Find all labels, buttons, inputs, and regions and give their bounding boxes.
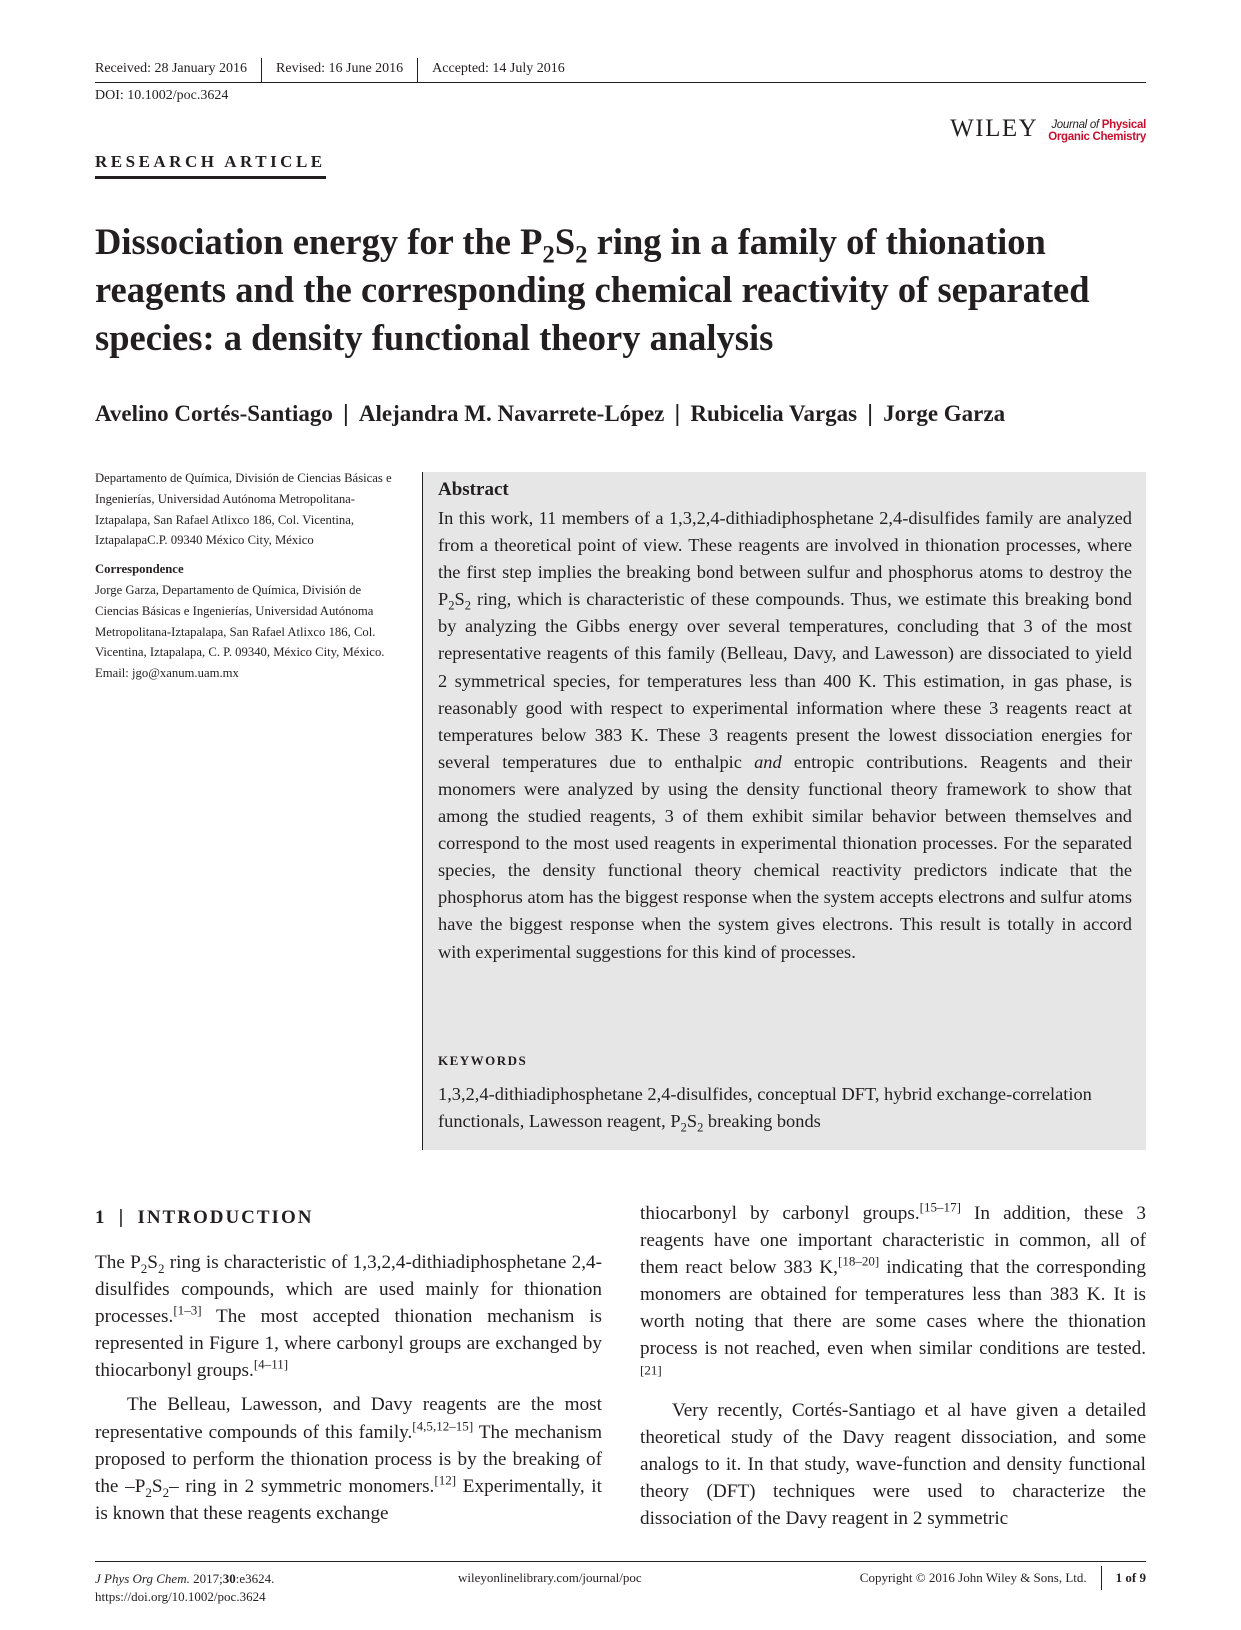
footer-divider [95, 1561, 1146, 1562]
paper-title [95, 218, 1155, 362]
text-run: The most accepted thionation mechanism is represented in Figure 1, where carbonyl groups are exchanged by thiocarbonyl groups. [95, 1306, 602, 1382]
paragraph [640, 1397, 1146, 1532]
received-date: Received: 28 January 2016 [95, 58, 262, 82]
citation-article: :e3624. [235, 1571, 275, 1586]
section-separator: | [118, 1207, 126, 1228]
text-run: Very recently, Cortés-Santiago et al have given a detailed theoretical study of the Davy reagent dissociation, and some analogs to it. In that study, wave-function and density functional theory (DFT) techniques were used to characterize the dissociation of the Davy reagent in 2 symmetric [640, 1399, 1146, 1530]
author-separator: | [867, 400, 874, 426]
body-column-left [95, 1249, 602, 1527]
journal-logo-text: Organic Chemistry [1048, 131, 1146, 143]
correspondence [95, 559, 400, 684]
journal-website-link[interactable]: wileyonlinelibrary.com/journal/poc [458, 1570, 642, 1585]
citation-ref[interactable]: [21] [640, 1362, 662, 1378]
subscript: 2 [697, 1120, 704, 1135]
footer-citation [95, 1570, 274, 1606]
citation-ref[interactable]: [12] [434, 1472, 457, 1488]
copyright: Copyright © 2016 John Wiley & Sons, Ltd. [860, 1566, 1102, 1590]
section-number: 1 [95, 1207, 107, 1228]
text-run: The P [95, 1252, 141, 1273]
subscript: 2 [162, 1484, 170, 1500]
subscript: 2 [157, 1260, 165, 1276]
author-separator: | [674, 400, 681, 426]
paragraph [640, 1200, 1146, 1390]
text-run: S [554, 221, 576, 262]
text-run: Dissociation energy for the P [95, 221, 543, 262]
subscript: 2 [140, 1260, 148, 1276]
text-run: entropic contributions. Reagents and their monomers were analyzed by using the density functional theory framework to show that among the studied reagents, 3 of them exhibit similar behavior between themselves and correspond to the most used reagents in experimental thionation processes. For the separated species, the density functional theory chemical reactivity predictors indicate that the phosphorus atom has the biggest response when the system accepts electrons and sulfur atoms have the biggest response when the system gives electrons. This result is totally in accord with experimental suggestions for this kind of processes. [438, 751, 1133, 962]
text-run: S [686, 1111, 698, 1131]
wiley-logo: WILEY [950, 115, 1039, 142]
journal-logo [1048, 119, 1146, 143]
citation-ref[interactable]: [15–17] [919, 1199, 961, 1215]
abstract-text [438, 505, 1132, 966]
author-name: Alejandra M. Navarrete-López [358, 401, 665, 426]
text-run: S [147, 1252, 158, 1273]
article-type: RESEARCH ARTICLE [95, 152, 326, 179]
author-name: Rubicelia Vargas [690, 401, 858, 426]
correspondence-text: Jorge Garza, Departamento de Química, División de Ciencias Básicas e Ingenierías, Universidad Autónoma Metropolitana-Iztapalapa, San Rafael Atlixco 186, Col. Vicentina, Iztapalapa, C. P. 09340, México City, México. [95, 582, 385, 660]
text-run: ring in a family of thionation reagents and the corresponding chemical reactivity of separated species: a density functional theory analysis [95, 221, 1090, 358]
citation-journal: J Phys Org Chem. [95, 1571, 190, 1586]
body-column-right [640, 1200, 1146, 1532]
journal-logo-text: Journal of [1051, 119, 1102, 131]
affiliation: Departamento de Química, División de Ciencias Básicas e Ingenierías, Universidad Autónoma Metropolitana-Iztapalapa, San Rafael Atlixco 186, Col. Vicentina, IztapalapaC.P. 09340 México City, México [95, 471, 392, 548]
paragraph [95, 1391, 602, 1526]
subscript: 2 [145, 1484, 152, 1500]
citation-ref[interactable]: [1–3] [173, 1302, 202, 1318]
citation-ref[interactable]: [4,5,12–15] [412, 1418, 474, 1434]
doi: DOI: 10.1002/poc.3624 [95, 88, 229, 103]
section-heading-introduction [95, 1207, 313, 1229]
affiliations [95, 468, 400, 692]
accepted-date: Accepted: 14 July 2016 [432, 61, 565, 76]
section-title: INTRODUCTION [137, 1207, 314, 1228]
citation-ref[interactable]: [4–11] [253, 1356, 289, 1372]
text-run: S [151, 1475, 163, 1497]
paragraph [95, 1249, 602, 1384]
keywords-heading: KEYWORDS [438, 1053, 528, 1068]
abstract-heading: Abstract [438, 479, 509, 500]
subscript: 2 [542, 241, 555, 269]
subscript: 2 [680, 1120, 687, 1135]
text-run: S [454, 589, 465, 610]
text-run: In addition, these 3 reagents have one important characteristic in common, all of them react below 383 K, [640, 1203, 1147, 1279]
revised-date: Revised: 16 June 2016 [262, 58, 418, 82]
footer-right [860, 1566, 1146, 1590]
author-list [95, 400, 1005, 427]
keywords-text [438, 1081, 1132, 1135]
text-run: In this work, 11 members of a 1,3,2,4-dithiadiphosphetane 2,4-disulfides family are analyzed from a theoretical point of view. These reagents are involved in thionation processes, where the first step implies the breaking bond between sulfur and phosphorus atoms to destroy the P [438, 508, 1132, 610]
subscript: 2 [575, 241, 588, 269]
correspondence-heading: Correspondence [95, 562, 184, 577]
text-run: 1,3,2,4-dithiadiphosphetane 2,4-disulfides, conceptual DFT, hybrid exchange-correlation functionals, Lawesson reagent, P [438, 1084, 1092, 1131]
author-name: Avelino Cortés-Santiago [95, 401, 333, 426]
text-run: Experimentally, it is known that these reagents exchange [95, 1475, 602, 1524]
text-run: – ring in 2 symmetric monomers. [169, 1475, 435, 1497]
doi-link[interactable]: https://doi.org/10.1002/poc.3624 [95, 1589, 266, 1604]
subscript: 2 [464, 598, 471, 613]
page-number: 1 of 9 [1115, 1570, 1146, 1585]
text-run: The Belleau, Lawesson, and Davy reagents are the most representative compounds of this family. [95, 1394, 602, 1443]
text-run: breaking bonds [703, 1111, 821, 1131]
journal-logo-text: Physical [1101, 119, 1146, 131]
text-run: ring is characteristic of 1,3,2,4-dithiadiphosphetane 2,4-disulfides compounds, which are used mainly for thionation processes. [95, 1252, 602, 1328]
text-run: and [754, 751, 782, 772]
citation-ref[interactable]: [18–20] [837, 1253, 880, 1269]
text-run: ring, which is characteristic of these compounds. Thus, we estimate this breaking bond by analyzing the Gibbs energy over several temperatures, concluding that 3 of the most representative reagents of this family (Belleau, Davy, and Lawesson) are dissociated to yield 2 symmetrical species, for temperatures less than 400 K. This estimation, in gas phase, is reasonably good with respect to experimental information where these 3 reagents react at temperatures below 383 K. These 3 reagents present the lowest dissociation energies for several temperatures due to enthalpic [438, 589, 1132, 772]
citation-volume: 30 [222, 1571, 236, 1586]
author-separator: | [342, 400, 349, 426]
text-run: The mechanism proposed to perform the thionation process is by the breaking of the –P [95, 1421, 602, 1497]
history-dates [95, 58, 1146, 83]
publisher-logo [950, 115, 1146, 143]
subscript: 2 [448, 598, 455, 613]
author-name: Jorge Garza [883, 401, 1006, 426]
correspondence-email[interactable]: Email: jgo@xanum.uam.mx [95, 666, 239, 681]
text-run: indicating that the corresponding monomers are obtained for temperatures less than 383 K. It is worth noting that there are some cases where the thionation process is not reached, even when similar conditions are tested. [640, 1257, 1146, 1360]
citation-year: 2017; [189, 1571, 223, 1586]
text-run: thiocarbonyl by carbonyl groups. [640, 1203, 920, 1224]
